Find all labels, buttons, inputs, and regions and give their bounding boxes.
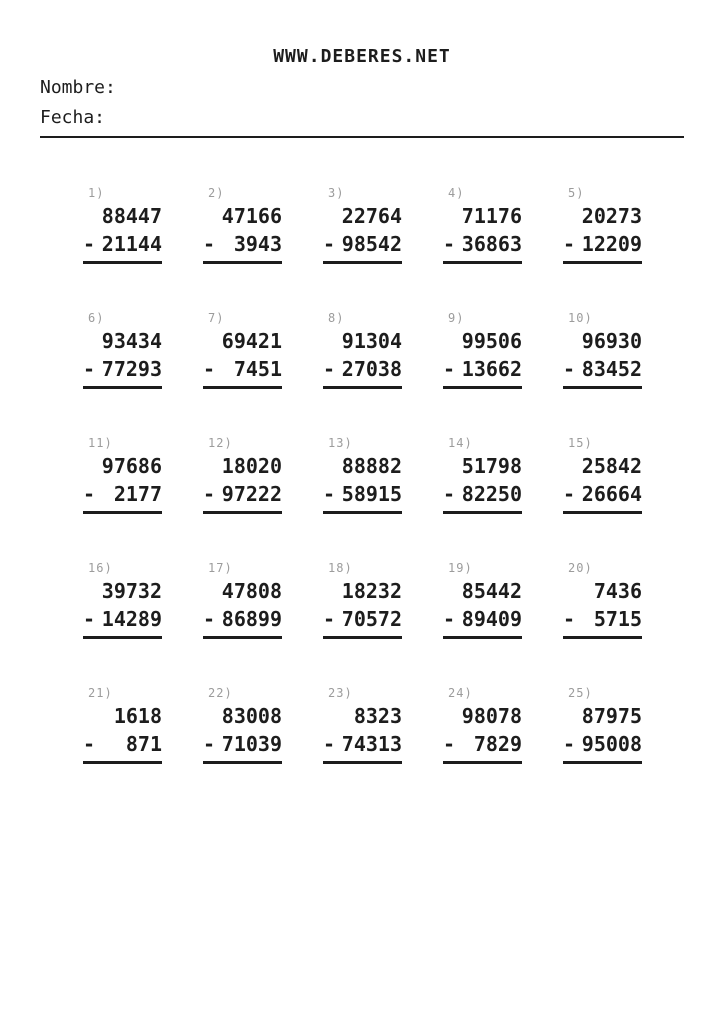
- subtraction-problem: [443, 684, 522, 764]
- header-divider: [40, 136, 684, 138]
- subtrahend-value: 7451: [233, 357, 282, 381]
- subtrahend-value: 2177: [113, 482, 162, 506]
- subtrahend-row: [83, 730, 162, 764]
- problem-number: 8): [328, 311, 345, 325]
- minuend-value: 85442: [461, 579, 522, 603]
- minus-operator: -: [203, 232, 216, 256]
- subtraction-problem: [563, 559, 642, 639]
- minuend-value: 1618: [113, 704, 162, 728]
- subtrahend-value: 13662: [461, 357, 522, 381]
- subtraction-problem: [443, 309, 522, 389]
- subtraction-problem: [443, 559, 522, 639]
- subtrahend-value: 74313: [341, 732, 402, 756]
- minuend-value: 20273: [581, 204, 642, 228]
- subtrahend-value: 26664: [581, 482, 642, 506]
- problem-number: 17): [208, 561, 233, 575]
- subtrahend-row: [563, 605, 642, 639]
- minuend-value: 98078: [461, 704, 522, 728]
- problem-number: 10): [568, 311, 593, 325]
- problem-number: 12): [208, 436, 233, 450]
- minuend-value: 7436: [593, 579, 642, 603]
- problem-number: 6): [88, 311, 105, 325]
- subtraction-problem: [83, 434, 162, 514]
- subtraction-problem: [83, 684, 162, 764]
- problem-number: 21): [88, 686, 113, 700]
- problem-number: 1): [88, 186, 105, 200]
- minuend-value: 8323: [353, 704, 402, 728]
- subtrahend-row: [323, 230, 402, 264]
- name-field-label: Nombre:: [40, 77, 116, 98]
- subtraction-problem: [563, 184, 642, 264]
- subtrahend-row: [443, 480, 522, 514]
- subtraction-problem: [203, 559, 282, 639]
- subtraction-problem: [203, 684, 282, 764]
- problem-number: 25): [568, 686, 593, 700]
- minus-operator: -: [443, 232, 456, 256]
- subtrahend-row: [563, 730, 642, 764]
- subtrahend-row: [83, 605, 162, 639]
- subtrahend-value: 83452: [581, 357, 642, 381]
- minuend-value: 47808: [221, 579, 282, 603]
- subtraction-problem: [83, 559, 162, 639]
- subtrahend-value: 871: [125, 732, 162, 756]
- minus-operator: -: [83, 607, 96, 631]
- subtraction-problem: [443, 184, 522, 264]
- minus-operator: -: [563, 607, 576, 631]
- problem-number: 3): [328, 186, 345, 200]
- subtraction-problem: [323, 684, 402, 764]
- minuend-value: 71176: [461, 204, 522, 228]
- minus-operator: -: [563, 732, 576, 756]
- problems-grid: [83, 184, 642, 764]
- minuend-value: 18232: [341, 579, 402, 603]
- subtraction-problem: [323, 309, 402, 389]
- subtrahend-row: [203, 480, 282, 514]
- minuend-value: 25842: [581, 454, 642, 478]
- subtrahend-row: [203, 730, 282, 764]
- subtrahend-row: [83, 480, 162, 514]
- problem-number: 23): [328, 686, 353, 700]
- minus-operator: -: [323, 607, 336, 631]
- minus-operator: -: [203, 732, 216, 756]
- subtrahend-value: 89409: [461, 607, 522, 631]
- subtrahend-value: 97222: [221, 482, 282, 506]
- problem-number: 18): [328, 561, 353, 575]
- site-title: WWW.DEBERES.NET: [273, 46, 451, 67]
- problem-number: 13): [328, 436, 353, 450]
- minuend-value: 22764: [341, 204, 402, 228]
- minus-operator: -: [563, 232, 576, 256]
- minuend-value: 69421: [221, 329, 282, 353]
- subtrahend-row: [443, 730, 522, 764]
- subtrahend-row: [443, 355, 522, 389]
- subtrahend-row: [83, 230, 162, 264]
- date-field-label: Fecha:: [40, 107, 106, 128]
- subtrahend-value: 58915: [341, 482, 402, 506]
- minuend-value: 96930: [581, 329, 642, 353]
- subtrahend-row: [323, 480, 402, 514]
- minus-operator: -: [203, 482, 216, 506]
- problem-number: 9): [448, 311, 465, 325]
- subtraction-problem: [203, 309, 282, 389]
- subtrahend-value: 21144: [101, 232, 162, 256]
- problem-number: 7): [208, 311, 225, 325]
- subtraction-problem: [323, 559, 402, 639]
- minuend-value: 93434: [101, 329, 162, 353]
- minus-operator: -: [443, 607, 456, 631]
- subtrahend-value: 86899: [221, 607, 282, 631]
- subtrahend-value: 70572: [341, 607, 402, 631]
- problem-number: 15): [568, 436, 593, 450]
- subtraction-problem: [323, 184, 402, 264]
- problem-number: 24): [448, 686, 473, 700]
- subtrahend-row: [563, 230, 642, 264]
- subtraction-problem: [83, 309, 162, 389]
- minus-operator: -: [563, 357, 576, 381]
- minus-operator: -: [323, 482, 336, 506]
- subtrahend-row: [323, 355, 402, 389]
- subtrahend-value: 82250: [461, 482, 522, 506]
- subtrahend-value: 36863: [461, 232, 522, 256]
- minus-operator: -: [323, 732, 336, 756]
- subtraction-problem: [563, 309, 642, 389]
- subtrahend-value: 71039: [221, 732, 282, 756]
- minuend-value: 83008: [221, 704, 282, 728]
- subtrahend-value: 14289: [101, 607, 162, 631]
- problem-number: 20): [568, 561, 593, 575]
- problem-number: 5): [568, 186, 585, 200]
- subtrahend-row: [203, 230, 282, 264]
- minuend-value: 39732: [101, 579, 162, 603]
- minus-operator: -: [443, 732, 456, 756]
- subtraction-problem: [83, 184, 162, 264]
- minus-operator: -: [323, 232, 336, 256]
- minus-operator: -: [443, 357, 456, 381]
- subtraction-problem: [203, 184, 282, 264]
- problem-number: 19): [448, 561, 473, 575]
- minuend-value: 88447: [101, 204, 162, 228]
- minus-operator: -: [83, 732, 96, 756]
- minus-operator: -: [83, 357, 96, 381]
- minus-operator: -: [323, 357, 336, 381]
- minus-operator: -: [203, 357, 216, 381]
- subtrahend-value: 5715: [593, 607, 642, 631]
- minuend-value: 97686: [101, 454, 162, 478]
- subtrahend-row: [563, 480, 642, 514]
- subtrahend-row: [323, 605, 402, 639]
- subtrahend-row: [323, 730, 402, 764]
- problem-number: 16): [88, 561, 113, 575]
- minus-operator: -: [83, 482, 96, 506]
- minuend-value: 91304: [341, 329, 402, 353]
- minuend-value: 51798: [461, 454, 522, 478]
- subtrahend-value: 77293: [101, 357, 162, 381]
- subtrahend-value: 7829: [473, 732, 522, 756]
- subtraction-problem: [203, 434, 282, 514]
- subtrahend-row: [203, 355, 282, 389]
- minuend-value: 88882: [341, 454, 402, 478]
- subtrahend-value: 27038: [341, 357, 402, 381]
- subtrahend-row: [443, 605, 522, 639]
- problem-number: 22): [208, 686, 233, 700]
- minus-operator: -: [443, 482, 456, 506]
- minus-operator: -: [203, 607, 216, 631]
- subtrahend-row: [203, 605, 282, 639]
- subtraction-problem: [443, 434, 522, 514]
- minuend-value: 87975: [581, 704, 642, 728]
- problem-number: 11): [88, 436, 113, 450]
- minuend-value: 99506: [461, 329, 522, 353]
- subtrahend-value: 98542: [341, 232, 402, 256]
- subtraction-problem: [563, 434, 642, 514]
- problem-number: 4): [448, 186, 465, 200]
- minuend-value: 47166: [221, 204, 282, 228]
- minus-operator: -: [83, 232, 96, 256]
- subtrahend-row: [443, 230, 522, 264]
- minus-operator: -: [563, 482, 576, 506]
- subtraction-problem: [563, 684, 642, 764]
- subtrahend-row: [563, 355, 642, 389]
- problem-number: 2): [208, 186, 225, 200]
- subtrahend-value: 3943: [233, 232, 282, 256]
- subtrahend-value: 12209: [581, 232, 642, 256]
- problem-number: 14): [448, 436, 473, 450]
- minuend-value: 18020: [221, 454, 282, 478]
- subtrahend-value: 95008: [581, 732, 642, 756]
- subtrahend-row: [83, 355, 162, 389]
- subtraction-problem: [323, 434, 402, 514]
